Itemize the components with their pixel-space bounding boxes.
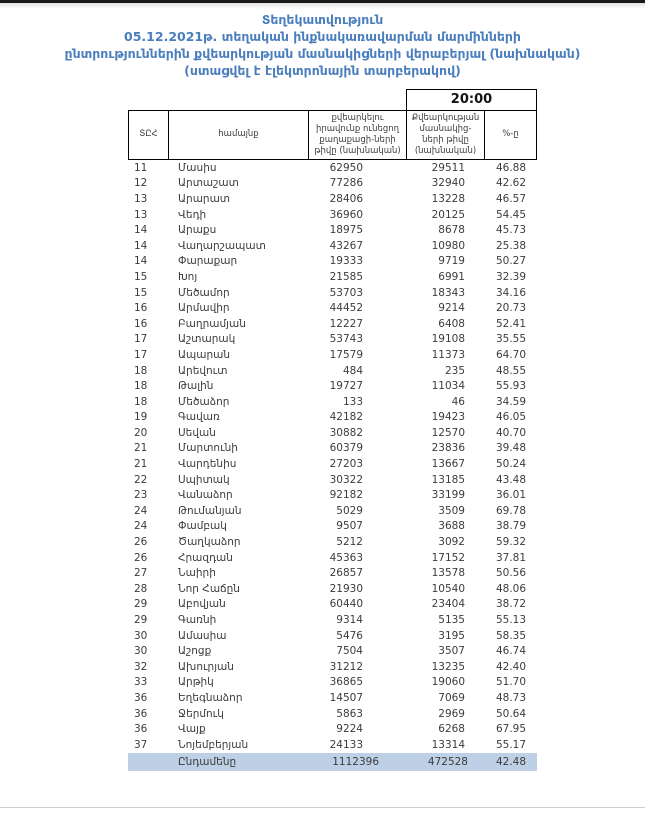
report-title	[0, 11, 645, 79]
tec-number-cell: 36	[134, 691, 148, 704]
eligible-count-cell: 484	[342, 364, 363, 377]
participants-count-cell: 235	[444, 364, 465, 377]
tec-number-cell: 29	[134, 598, 148, 611]
participants-count-cell: 13314	[431, 738, 465, 751]
community-cell: Արաքս	[178, 224, 217, 237]
percent-cell: 50.56	[495, 567, 527, 580]
table-row	[128, 410, 537, 426]
community-cell: Արարատ	[178, 192, 231, 205]
participants-count-cell: 19108	[431, 333, 465, 346]
eligible-count-cell: 30882	[329, 426, 363, 439]
tec-number-cell: 14	[134, 239, 148, 252]
percent-cell: 50.27	[495, 255, 527, 268]
percent-cell: 55.17	[495, 738, 527, 751]
eligible-count-cell: 53703	[329, 286, 363, 299]
table-row	[128, 425, 537, 441]
table-row	[128, 347, 537, 363]
table-row	[128, 550, 537, 566]
participants-count-cell: 32940	[431, 177, 465, 190]
participants-count-cell: 29511	[431, 161, 465, 174]
participants-count-cell: 2969	[438, 707, 465, 720]
table-row	[128, 160, 537, 176]
tec-number-cell: 28	[134, 582, 148, 595]
percent-cell: 50.64	[495, 707, 527, 720]
community-cell: Ապարան	[178, 348, 231, 361]
eligible-count-cell: 43267	[329, 239, 363, 252]
percent-cell: 55.13	[495, 614, 527, 627]
participants-count-cell: 12570	[431, 426, 465, 439]
tec-number-cell: 37	[134, 738, 148, 751]
participants-count-cell: 6268	[438, 723, 465, 736]
community-cell: Բաղրամյան	[178, 317, 246, 330]
community-cell: Վեդի	[178, 208, 207, 221]
community-cell: Ախուրյան	[178, 660, 234, 673]
tec-number-cell: 12	[134, 177, 148, 190]
eligible-count-cell: 77286	[329, 177, 363, 190]
table-row	[128, 222, 537, 238]
community-cell: Մասիս	[178, 161, 217, 174]
table-header-row	[128, 110, 537, 160]
eligible-count-cell: 9314	[336, 614, 363, 627]
eligible-count-cell: 45363	[329, 551, 363, 564]
percent-cell: 37.81	[495, 551, 527, 564]
community-cell: Թումանյան	[178, 504, 242, 517]
table-row	[128, 581, 537, 597]
eligible-count-cell: 42182	[329, 411, 363, 424]
percent-cell: 64.70	[495, 348, 527, 361]
total-participants-cell: 472528	[427, 755, 468, 768]
eligible-count-cell: 19727	[329, 380, 363, 393]
table-row	[128, 706, 537, 722]
percent-cell: 69.78	[495, 504, 527, 517]
community-cell: Հրազդան	[178, 551, 233, 564]
table-row	[128, 659, 537, 675]
eligible-count-cell: 133	[342, 395, 363, 408]
participants-count-cell: 19060	[431, 676, 465, 689]
table-row	[128, 269, 537, 285]
community-cell: Փարաքար	[178, 255, 238, 268]
participants-count-cell: 7069	[438, 691, 465, 704]
tec-number-cell: 29	[134, 614, 148, 627]
participants-count-cell: 19423	[431, 411, 465, 424]
percent-cell: 48.73	[495, 691, 527, 704]
percent-cell: 50.24	[495, 458, 527, 471]
percent-cell: 67.95	[495, 723, 527, 736]
percent-cell: 59.32	[495, 536, 527, 549]
participants-count-cell: 13228	[431, 192, 465, 205]
total-eligible-cell: 1112396	[332, 755, 379, 768]
participants-count-cell: 13185	[431, 473, 465, 486]
tec-number-cell: 24	[134, 520, 148, 533]
tec-number-cell: 36	[134, 723, 148, 736]
eligible-count-cell: 31212	[329, 660, 363, 673]
tec-number-cell: 15	[134, 270, 148, 283]
table-body	[128, 160, 537, 771]
tec-number-cell: 22	[134, 473, 148, 486]
eligible-count-cell: 26857	[329, 567, 363, 580]
table-row	[128, 254, 537, 270]
tec-number-cell: 13	[134, 192, 148, 205]
table-row	[128, 207, 537, 223]
community-cell: Վարդենիս	[178, 458, 237, 471]
title-line-1: Տեղեկատվություն	[261, 12, 384, 27]
percent-cell: 54.45	[495, 208, 527, 221]
table-row	[128, 612, 537, 628]
tec-number-cell: 21	[134, 458, 148, 471]
title-line-3: ընտրություններին քվեարկության մասնակիցների վերաբերյալ (նախնական)	[64, 46, 581, 61]
participants-count-cell: 23836	[431, 442, 465, 455]
col-header-percent: %-ը	[485, 110, 537, 160]
tec-number-cell: 18	[134, 380, 148, 393]
percent-cell: 46.57	[495, 192, 527, 205]
table-row	[128, 316, 537, 332]
community-cell: Արտաշատ	[178, 177, 239, 190]
table-row	[128, 332, 537, 348]
participants-count-cell: 10540	[431, 582, 465, 595]
participants-count-cell: 46	[451, 395, 465, 408]
tec-number-cell: 30	[134, 629, 148, 642]
participants-count-cell: 9214	[438, 302, 465, 315]
percent-cell: 20.73	[495, 302, 527, 315]
community-cell: Նոյեմբերյան	[178, 738, 249, 751]
tec-number-cell: 20	[134, 426, 148, 439]
col-header-tec: ՏԸՀ	[128, 110, 169, 160]
participants-count-cell: 13667	[431, 458, 465, 471]
percent-cell: 35.55	[495, 333, 527, 346]
eligible-count-cell: 30322	[329, 473, 363, 486]
eligible-count-cell: 21585	[329, 270, 363, 283]
eligible-count-cell: 21930	[329, 582, 363, 595]
tec-number-cell: 33	[134, 676, 148, 689]
table-row	[128, 238, 537, 254]
participants-count-cell: 20125	[431, 208, 465, 221]
percent-cell: 46.88	[495, 161, 527, 174]
eligible-count-cell: 5863	[336, 707, 363, 720]
table-row	[128, 191, 537, 207]
percent-cell: 42.62	[495, 177, 527, 190]
percent-cell: 36.01	[495, 489, 527, 502]
participants-count-cell: 5135	[438, 614, 465, 627]
col-header-eligible: քվեարկելու իրավունք ունեցող քաղաքացի-ների թիվը (նախնական)	[309, 110, 407, 160]
tec-number-cell: 30	[134, 645, 148, 658]
participants-count-cell: 10980	[431, 239, 465, 252]
community-cell: Գառնի	[178, 614, 217, 627]
participants-count-cell: 8678	[438, 224, 465, 237]
participants-count-cell: 18343	[431, 286, 465, 299]
table-row	[128, 737, 537, 753]
percent-cell: 45.73	[495, 224, 527, 237]
eligible-count-cell: 5476	[336, 629, 363, 642]
community-cell: Սեվան	[178, 426, 216, 439]
tec-number-cell: 27	[134, 567, 148, 580]
eligible-count-cell: 12227	[329, 317, 363, 330]
tec-number-cell: 16	[134, 317, 148, 330]
participants-count-cell: 23404	[431, 598, 465, 611]
tec-number-cell: 11	[134, 161, 148, 174]
table-row	[128, 363, 537, 379]
table-row	[128, 394, 537, 410]
table-row	[128, 519, 537, 535]
tec-number-cell: 18	[134, 395, 148, 408]
table-row	[128, 534, 537, 550]
community-cell: Ամասիա	[178, 629, 227, 642]
eligible-count-cell: 53743	[329, 333, 363, 346]
participants-count-cell: 11373	[431, 348, 465, 361]
tec-number-cell: 19	[134, 411, 148, 424]
eligible-count-cell: 36960	[329, 208, 363, 221]
eligible-count-cell: 24133	[329, 738, 363, 751]
community-cell: Մեծամոր	[178, 286, 230, 299]
participants-count-cell: 13235	[431, 660, 465, 673]
percent-cell: 38.79	[495, 520, 527, 533]
eligible-count-cell: 19333	[329, 255, 363, 268]
table-row	[128, 721, 537, 737]
eligible-count-cell: 60379	[329, 442, 363, 455]
title-line-4: (ստացվել է էլեկտրոնային տարբերակով)	[184, 63, 461, 78]
tec-number-cell: 18	[134, 364, 148, 377]
percent-cell: 25.38	[495, 239, 527, 252]
eligible-count-cell: 27203	[329, 458, 363, 471]
table-row	[128, 472, 537, 488]
community-cell: Մարտունի	[178, 442, 238, 455]
participants-count-cell: 9719	[438, 255, 465, 268]
participants-count-cell: 6991	[438, 270, 465, 283]
eligible-count-cell: 14507	[329, 691, 363, 704]
percent-cell: 58.35	[495, 629, 527, 642]
percent-cell: 48.55	[495, 364, 527, 377]
participants-count-cell: 6408	[438, 317, 465, 330]
eligible-count-cell: 92182	[329, 489, 363, 502]
table-row	[128, 565, 537, 581]
percent-cell: 51.70	[495, 676, 527, 689]
community-cell: Վայք	[178, 723, 206, 736]
community-cell: Արեվուտ	[178, 364, 228, 377]
community-cell: Նոր Հաճըն	[178, 582, 240, 595]
community-cell: Արմավիր	[178, 302, 230, 315]
participants-count-cell: 33199	[431, 489, 465, 502]
table-row	[128, 441, 537, 457]
tec-number-cell: 14	[134, 255, 148, 268]
table-row	[128, 690, 537, 706]
eligible-count-cell: 5029	[336, 504, 363, 517]
eligible-count-cell: 9224	[336, 723, 363, 736]
community-cell: Աբովյան	[178, 598, 226, 611]
table-row	[128, 378, 537, 394]
participants-count-cell: 3507	[438, 645, 465, 658]
community-cell: Ծաղկաձոր	[178, 536, 241, 549]
table-row	[128, 285, 537, 301]
community-cell: Մեծաձոր	[178, 395, 230, 408]
tec-number-cell: 36	[134, 707, 148, 720]
community-cell: Արթիկ	[178, 676, 214, 689]
tec-number-cell: 26	[134, 551, 148, 564]
community-cell: Սպիտակ	[178, 473, 230, 486]
percent-cell: 38.72	[495, 598, 527, 611]
percent-cell: 42.40	[495, 660, 527, 673]
eligible-count-cell: 17579	[329, 348, 363, 361]
table-row	[128, 643, 537, 659]
tec-number-cell: 16	[134, 302, 148, 315]
community-cell: Նաիրի	[178, 567, 216, 580]
percent-cell: 39.48	[495, 442, 527, 455]
eligible-count-cell: 9507	[336, 520, 363, 533]
community-cell: Աշտարակ	[178, 333, 236, 346]
community-cell: Եղեգնաձոր	[178, 691, 243, 704]
total-percent-cell: 42.48	[495, 755, 527, 768]
participants-count-cell: 3509	[438, 504, 465, 517]
table-row	[128, 487, 537, 503]
percent-cell: 46.05	[495, 411, 527, 424]
community-cell: Թալին	[178, 380, 214, 393]
participants-count-cell: 3092	[438, 536, 465, 549]
tec-number-cell: 32	[134, 660, 148, 673]
table-row	[128, 597, 537, 613]
table-row	[128, 456, 537, 472]
community-cell: Ջերմուկ	[178, 707, 224, 720]
total-row	[128, 753, 537, 771]
tec-number-cell: 26	[134, 536, 148, 549]
table-row	[128, 503, 537, 519]
percent-cell: 52.41	[495, 317, 527, 330]
community-cell: Փամբակ	[178, 520, 227, 533]
community-cell: Աշոցք	[178, 645, 212, 658]
participants-count-cell: 17152	[431, 551, 465, 564]
community-cell: Վանաձոր	[178, 489, 233, 502]
table-row	[128, 675, 537, 691]
tec-number-cell: 14	[134, 224, 148, 237]
eligible-count-cell: 36865	[329, 676, 363, 689]
col-header-participants: Քվեարկության մասնակից-ների թիվը (նախնական)	[407, 110, 485, 160]
eligible-count-cell: 7504	[336, 645, 363, 658]
eligible-count-cell: 44452	[329, 302, 363, 315]
participants-count-cell: 11034	[431, 380, 465, 393]
col-header-community: համայնք	[169, 110, 309, 160]
participants-count-cell: 3688	[438, 520, 465, 533]
tec-number-cell: 21	[134, 442, 148, 455]
eligible-count-cell: 18975	[329, 224, 363, 237]
tec-number-cell: 24	[134, 504, 148, 517]
percent-cell: 48.06	[495, 582, 527, 595]
table-row	[128, 300, 537, 316]
participants-count-cell: 3195	[438, 629, 465, 642]
tec-number-cell: 15	[134, 286, 148, 299]
community-cell: Գավառ	[178, 411, 220, 424]
percent-cell: 40.70	[495, 426, 527, 439]
percent-cell: 32.39	[495, 270, 527, 283]
table-row	[128, 176, 537, 192]
percent-cell: 34.16	[495, 286, 527, 299]
community-cell: Վաղարշապատ	[178, 239, 266, 252]
time-header-cell: 20:00	[406, 89, 537, 110]
tec-number-cell: 23	[134, 489, 148, 502]
eligible-count-cell: 28406	[329, 192, 363, 205]
window-top-edge-shadow	[0, 3, 645, 9]
percent-cell: 43.48	[495, 473, 527, 486]
eligible-count-cell: 60440	[329, 598, 363, 611]
table-row	[128, 628, 537, 644]
title-line-2: 05.12.2021թ. տեղական ինքնակառավարման մարմինների	[124, 29, 521, 44]
page-bottom-border	[0, 807, 645, 808]
percent-cell: 55.93	[495, 380, 527, 393]
total-label: Ընդամենը	[178, 755, 237, 768]
eligible-count-cell: 5212	[336, 536, 363, 549]
eligible-count-cell: 62950	[329, 161, 363, 174]
percent-cell: 34.59	[495, 395, 527, 408]
tec-number-cell: 17	[134, 348, 148, 361]
tec-number-cell: 13	[134, 208, 148, 221]
community-cell: Խոյ	[178, 270, 198, 283]
participants-count-cell: 13578	[431, 567, 465, 580]
percent-cell: 46.74	[495, 645, 527, 658]
tec-number-cell: 17	[134, 333, 148, 346]
